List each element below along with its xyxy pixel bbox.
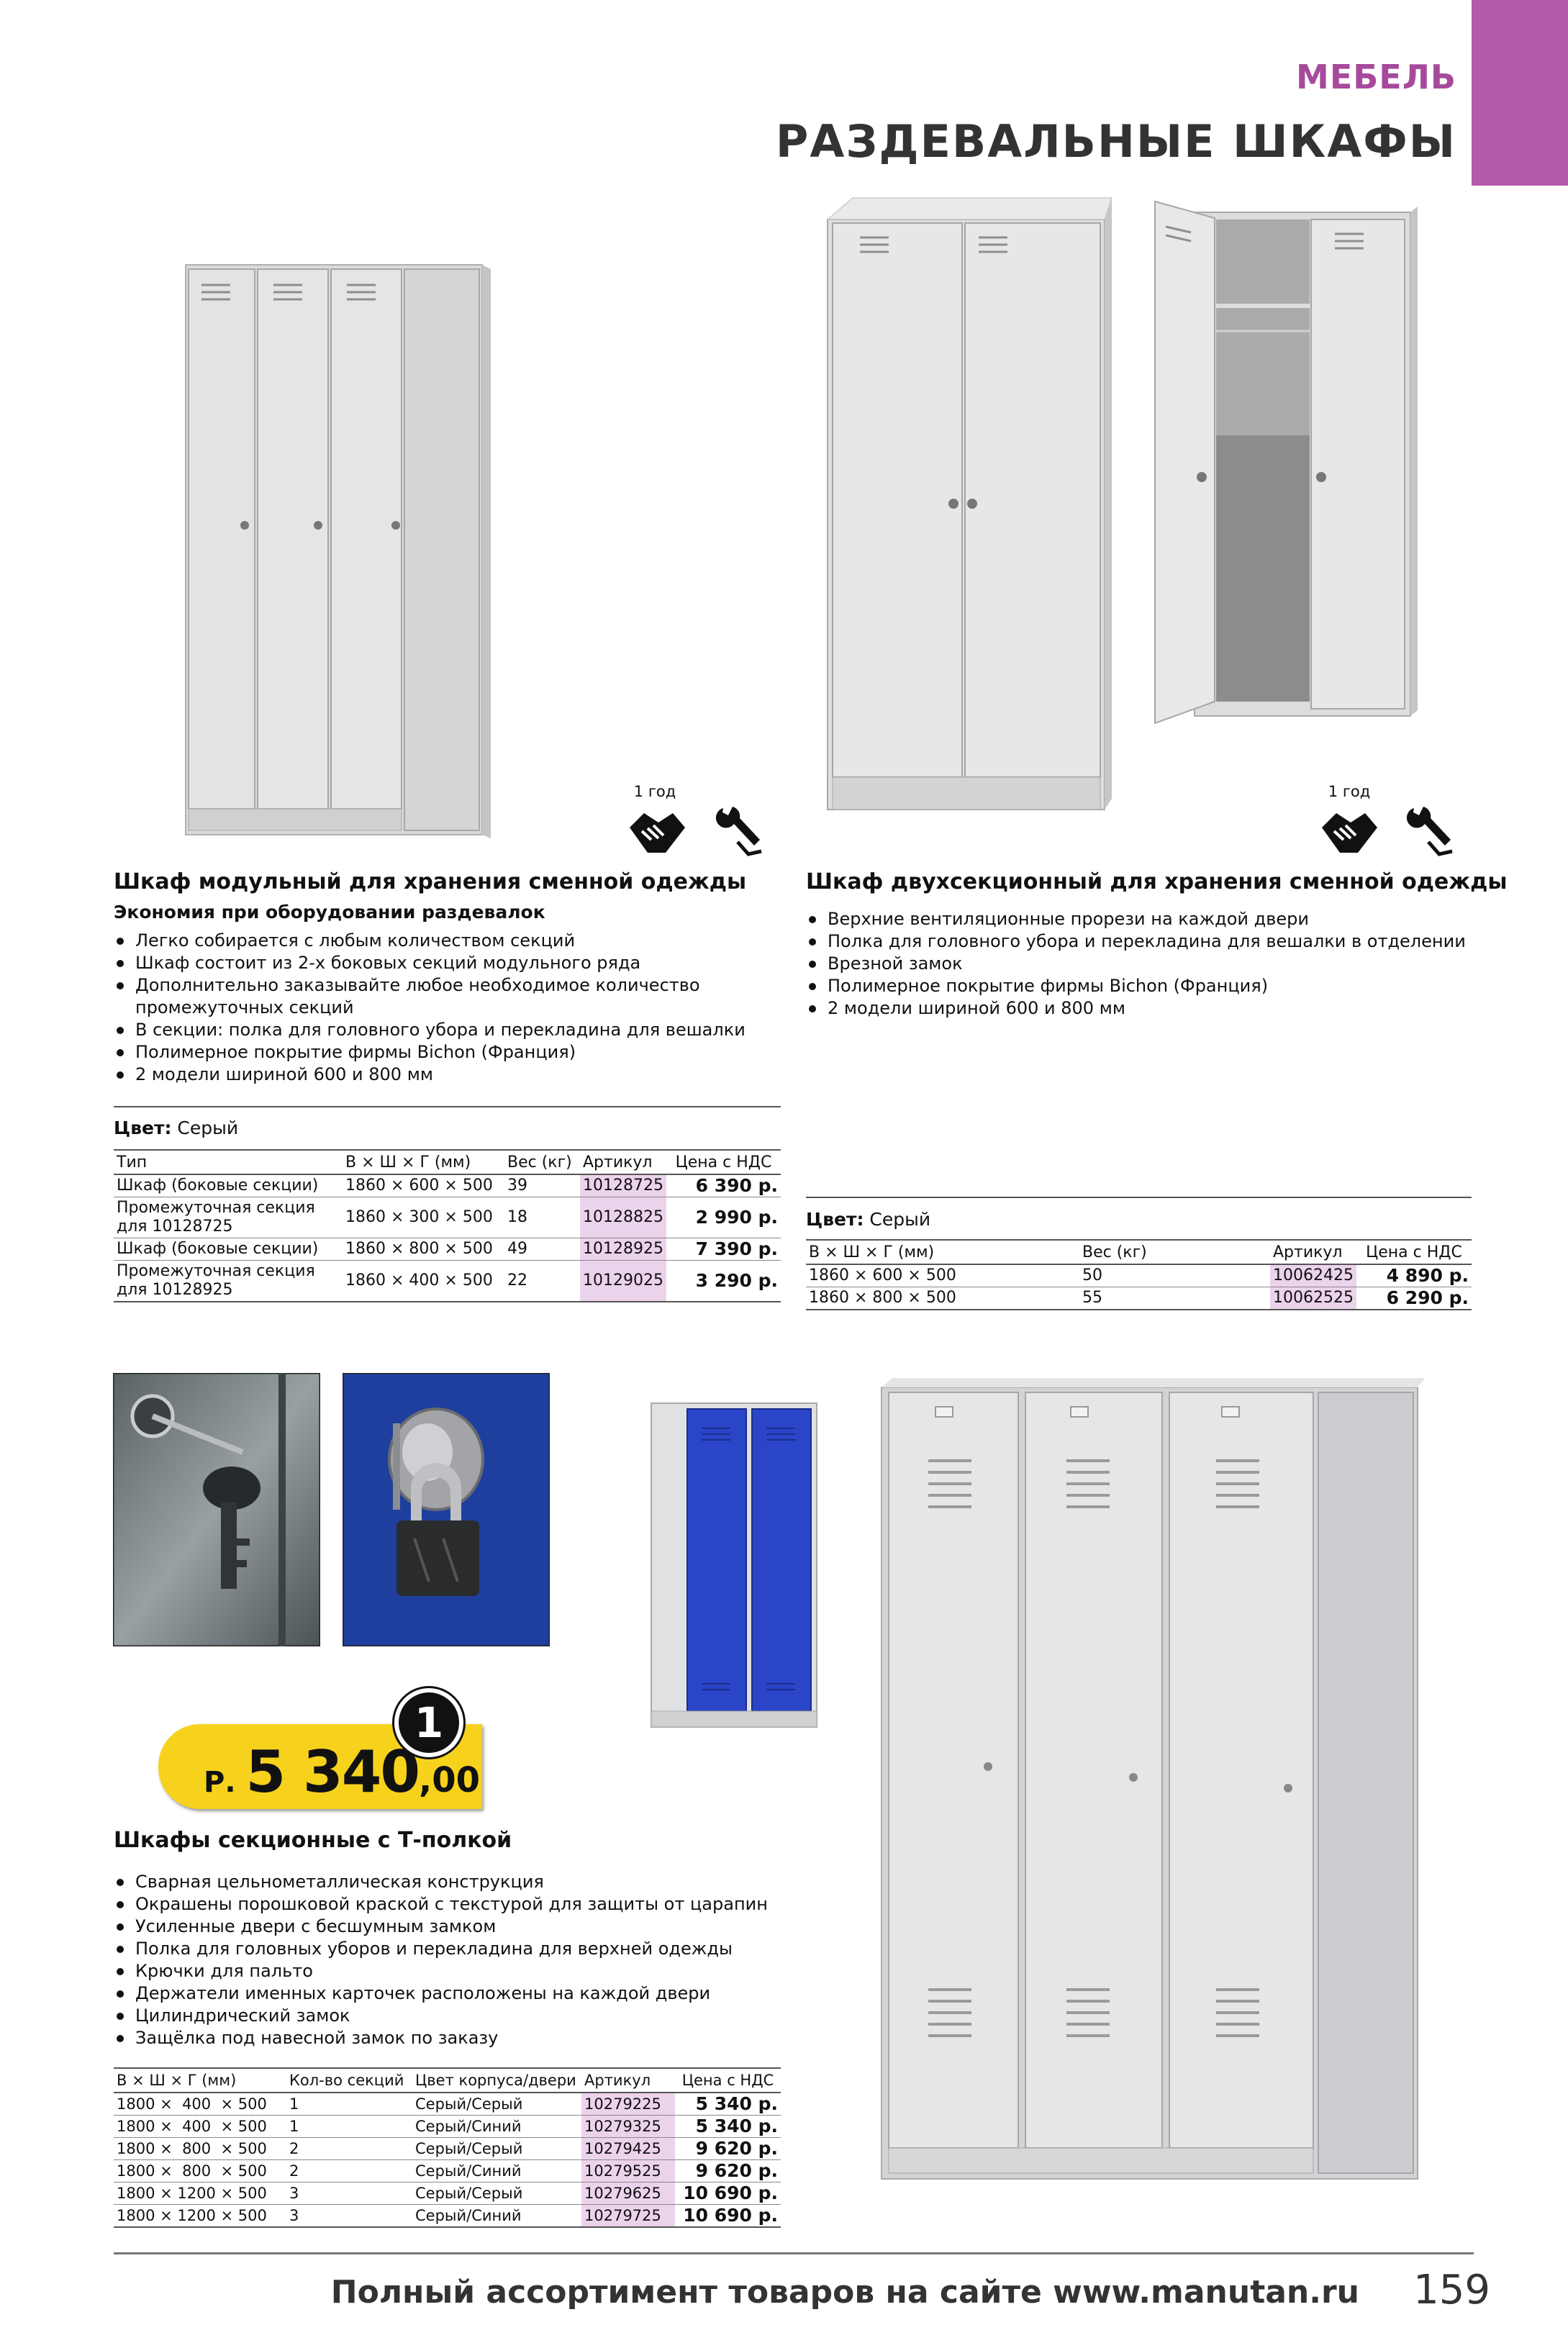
product1-subtitle: Экономия при оборудовании раздевалок [114,902,545,923]
divider [806,1197,1472,1198]
footer-divider [114,2252,1474,2254]
col-header: Артикул [581,2068,675,2093]
two-section-locker-open-image [1151,198,1418,738]
feature-item: Держатели именных карточек расположены на каждой двери [114,1982,783,2005]
price-main: 5 340 [245,1739,420,1805]
product2-title: Шкаф двухсекционный для хранения сменной одежды [806,869,1508,894]
feature-item: 2 модели шириной 600 и 800 мм [114,1064,761,1086]
product3-title: Шкафы секционные с Т-полкой [114,1828,512,1853]
feature-item: Полка для головного убора и перекладина для вешалки в отделении [806,930,1475,953]
col-header: Цена с НДС [1356,1240,1472,1264]
feature-item: Цилиндрический замок [114,2005,783,2027]
col-header: Вес (кг) [504,1150,580,1174]
product1-spec-table [114,1149,781,1302]
warranty-label-1: 1 год [633,783,676,800]
feature-item: Шкаф состоит из 2-х боковых секций модульного ряда [114,952,761,974]
feature-item: Усиленные двери с бесшумным замком [114,1916,783,1938]
product1-features [114,930,761,1086]
feature-item: Легко собирается с любым количеством секций [114,930,761,952]
blue-locker-thumbnail [648,1396,820,1734]
warranty-label-2: 1 год [1328,783,1371,800]
product3-spec-table [114,2067,781,2228]
wrench-service-icon [712,802,769,860]
feature-item: Окрашены порошковой краской с текстурой для защиты от царапин [114,1893,783,1916]
number-one-badge: 1 [394,1688,463,1757]
feature-item: В секции: полка для головного убора и перекладина для вешалки [114,1019,761,1041]
feature-item: Защёлка под навесной замок по заказу [114,2027,783,2049]
feature-item: Сварная цельнометаллическая конструкция [114,1871,783,1893]
feature-item: Полимерное покрытие фирмы Bichon (Франция) [806,975,1475,997]
col-header: Цвет корпуса/двери [412,2068,581,2093]
footer-text: Полный ассортимент товаров на сайте www.manutan.ru [330,2274,1359,2311]
table-row: Шкаф (боковые секции) 1860 × 600 × 500 39 10128725 6 390 р. [114,1174,781,1197]
product2-features [806,908,1475,1020]
feature-item: Врезной замок [806,953,1475,975]
feature-item: Дополнительно заказывайте любое необходимое количество промежуточных секций [114,974,761,1019]
col-header: Цена с НДС [666,1150,781,1174]
table-row: Промежуточная секция для 10128725 1860 × 300 × 500 18 10128825 2 990 р. [114,1197,781,1238]
table-row: 1860 × 800 × 500 55 10062525 6 290 р. [806,1287,1472,1310]
table-row: Промежуточная секция для 10128925 1860 × 400 × 500 22 10129025 3 290 р. [114,1261,781,1302]
col-header: В × Ш × Г (мм) [114,2068,286,2093]
feature-item: 2 модели шириной 600 и 800 мм [806,997,1475,1020]
col-header: Артикул [1270,1240,1356,1264]
feature-item: Полка для головных уборов и перекладина для верхней одежды [114,1938,783,1960]
table-row: 1800 × 1200 × 500 3 Серый/Серый 10279625 10 690 р. [114,2182,781,2205]
product2-spec-table [806,1239,1472,1310]
product1-title: Шкаф модульный для хранения сменной одежды [114,869,747,894]
price-display [204,1739,480,1803]
col-header: Вес (кг) [1079,1240,1270,1264]
page-number: 159 [1413,2267,1490,2313]
table-row: 1800 × 800 × 500 2 Серый/Синий 10279525 9 620 р. [114,2160,781,2182]
handshake-warranty-icon [626,802,688,860]
price-cents: ,00 [419,1760,481,1800]
table-row: 1800 × 400 × 500 1 Серый/Серый 10279225 5 340 р. [114,2093,781,2116]
col-header: Цена с НДС [675,2068,781,2093]
category-label: МЕБЕЛЬ [1296,58,1456,96]
table-row: 1800 × 1200 × 500 3 Серый/Синий 10279725 10 690 р. [114,2205,781,2228]
product1-color: Цвет: Серый [114,1118,239,1138]
col-header: Тип [114,1150,343,1174]
modular-locker-image [180,259,497,849]
handshake-warranty-icon [1318,802,1380,860]
col-header: Кол-во секций [286,2068,412,2093]
feature-item: Верхние вентиляционные прорези на каждой двери [806,908,1475,930]
section-color-tab [1472,0,1568,186]
table-row: 1800 × 800 × 500 2 Серый/Серый 10279425 9 620 р. [114,2138,781,2160]
feature-item: Крючки для пальто [114,1960,783,1982]
col-header: В × Ш × Г (мм) [343,1150,504,1174]
col-header: Артикул [580,1150,666,1174]
three-section-locker-image [878,1374,1425,2188]
product2-color: Цвет: Серый [806,1209,931,1230]
col-header: В × Ш × Г (мм) [806,1240,1079,1264]
table-row: 1800 × 400 × 500 1 Серый/Синий 10279325 5 340 р. [114,2116,781,2138]
table-row: Шкаф (боковые секции) 1860 × 800 × 500 49 10128925 7 390 р. [114,1238,781,1261]
table-row: 1860 × 600 × 500 50 10062425 4 890 р. [806,1264,1472,1287]
price-currency: Р. [204,1766,236,1799]
divider [114,1106,781,1107]
padlock-photo [343,1373,550,1646]
two-section-locker-image [824,194,1119,842]
page-title: РАЗДЕВАЛЬНЫЕ ШКАФЫ [775,115,1456,168]
feature-item: Полимерное покрытие фирмы Bichon (Франция) [114,1041,761,1064]
wrench-service-icon [1403,802,1459,860]
product3-features [114,1871,783,2049]
key-lock-photo [113,1373,320,1646]
